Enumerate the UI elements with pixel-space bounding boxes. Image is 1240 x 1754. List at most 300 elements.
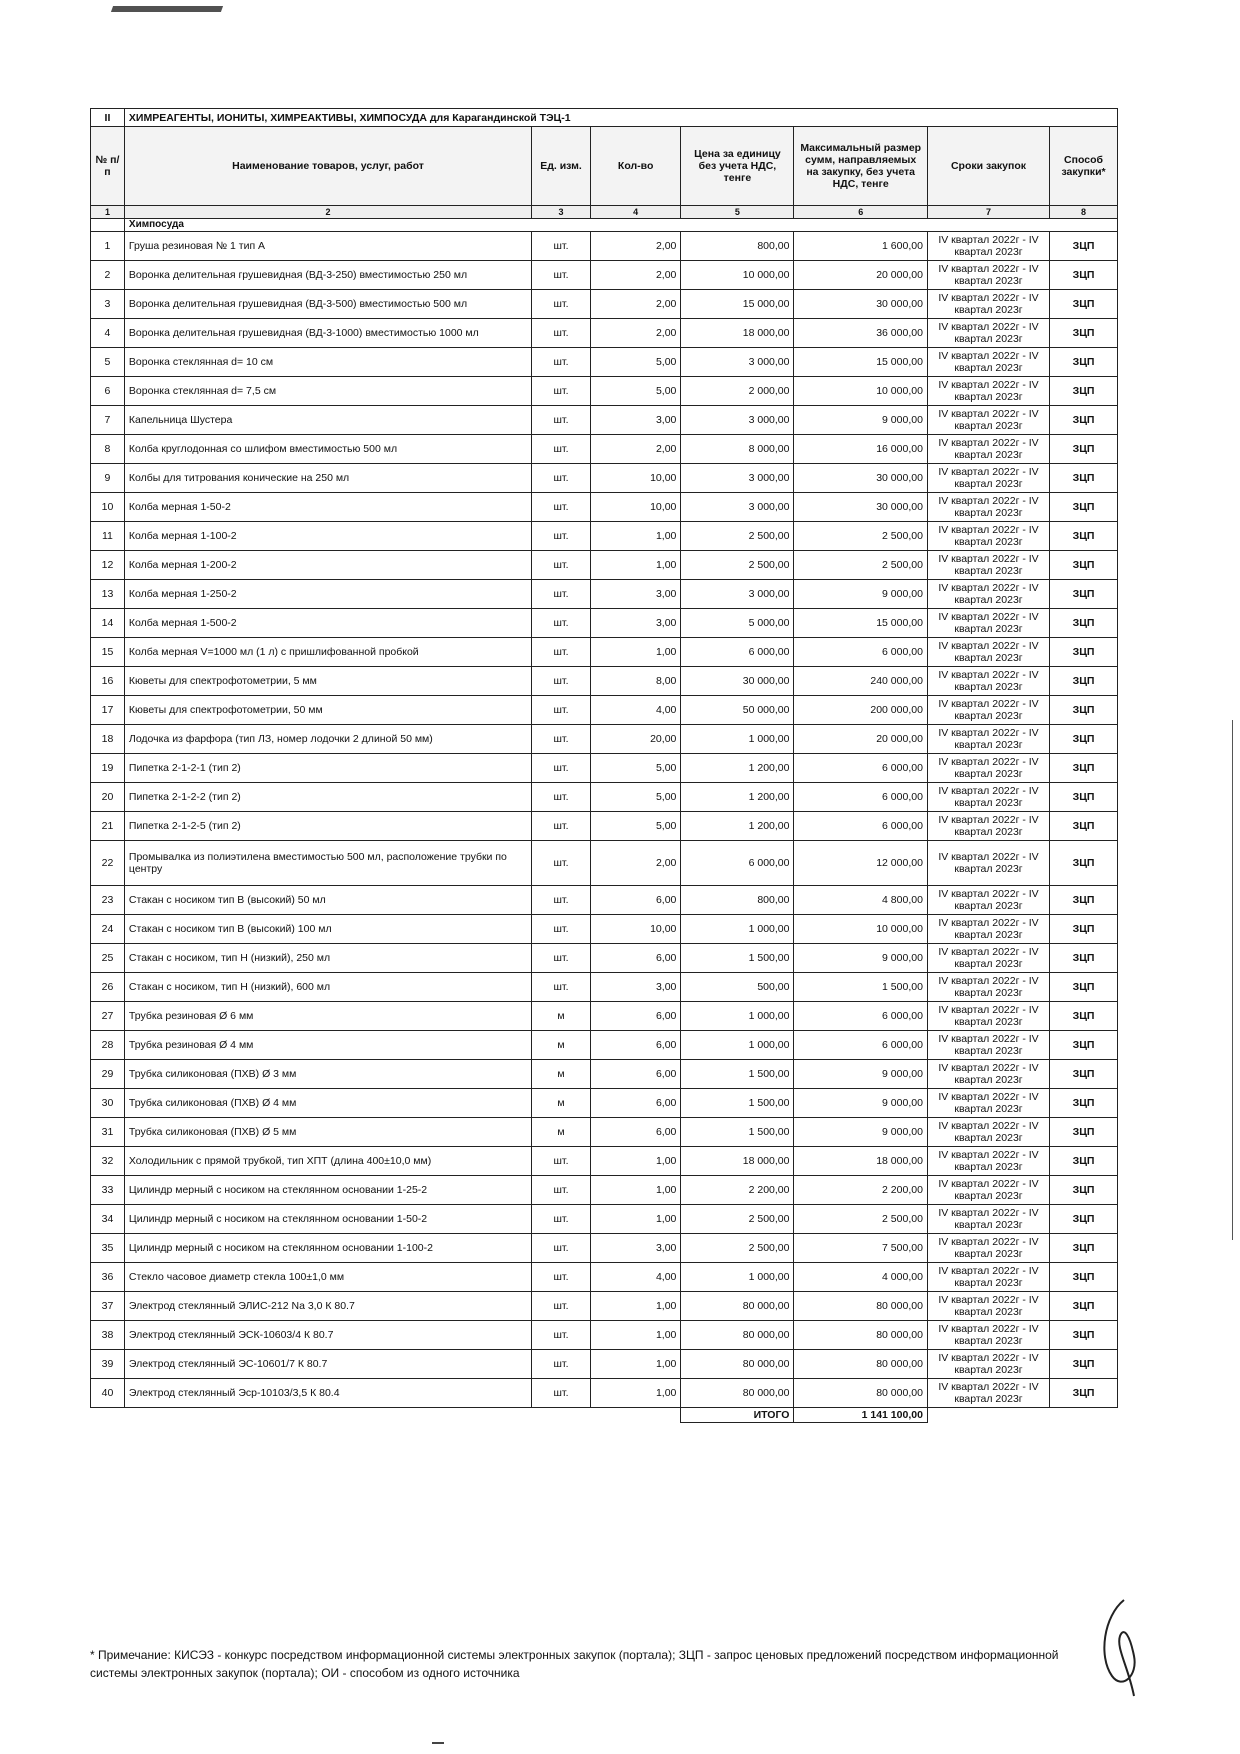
item-method: ЗЦП: [1050, 754, 1118, 783]
item-unit: шт.: [532, 580, 591, 609]
table-row: [91, 1060, 1118, 1089]
section-number: II: [91, 109, 125, 127]
row-number: 22: [91, 841, 125, 886]
item-name: Пипетка 2-1-2-2 (тип 2): [124, 783, 531, 812]
item-sum: 9 000,00: [794, 1089, 927, 1118]
item-name: Воронка делительная грушевидная (ВД-3-1000) вместимостью 1000 мл: [124, 319, 531, 348]
item-term: IV квартал 2022г - IV квартал 2023г: [927, 464, 1049, 493]
table-row: [91, 725, 1118, 754]
item-term: IV квартал 2022г - IV квартал 2023г: [927, 696, 1049, 725]
item-price: 2 500,00: [681, 1205, 794, 1234]
item-qty: 1,00: [590, 1292, 680, 1321]
item-price: 3 000,00: [681, 464, 794, 493]
item-unit: шт.: [532, 1176, 591, 1205]
item-qty: 3,00: [590, 973, 680, 1002]
col-number: 4: [590, 206, 680, 219]
item-qty: 5,00: [590, 377, 680, 406]
item-price: 5 000,00: [681, 609, 794, 638]
table-row: [91, 348, 1118, 377]
item-name: Цилиндр мерный с носиком на стеклянном основании 1-50-2: [124, 1205, 531, 1234]
item-qty: 20,00: [590, 725, 680, 754]
table-row: [91, 638, 1118, 667]
table-row: [91, 493, 1118, 522]
item-name: Цилиндр мерный с носиком на стеклянном основании 1-25-2: [124, 1176, 531, 1205]
item-sum: 1 500,00: [794, 973, 927, 1002]
item-sum: 10 000,00: [794, 915, 927, 944]
item-qty: 2,00: [590, 841, 680, 886]
item-unit: м: [532, 1089, 591, 1118]
item-qty: 1,00: [590, 522, 680, 551]
row-number: 17: [91, 696, 125, 725]
item-qty: 5,00: [590, 812, 680, 841]
item-price: 6 000,00: [681, 638, 794, 667]
total-label: ИТОГО: [681, 1408, 794, 1423]
item-term: IV квартал 2022г - IV квартал 2023г: [927, 1263, 1049, 1292]
item-name: Кюветы для спектрофотометрии, 5 мм: [124, 667, 531, 696]
item-method: ЗЦП: [1050, 915, 1118, 944]
item-method: ЗЦП: [1050, 348, 1118, 377]
row-number: 37: [91, 1292, 125, 1321]
item-unit: м: [532, 1002, 591, 1031]
table-row: [91, 915, 1118, 944]
row-number: 20: [91, 783, 125, 812]
item-unit: шт.: [532, 973, 591, 1002]
table-row: [91, 464, 1118, 493]
col-number: 5: [681, 206, 794, 219]
item-qty: 1,00: [590, 1205, 680, 1234]
row-number: 28: [91, 1031, 125, 1060]
row-number: 25: [91, 944, 125, 973]
item-unit: шт.: [532, 812, 591, 841]
item-unit: шт.: [532, 464, 591, 493]
col-header-term: Сроки закупок: [927, 127, 1049, 206]
item-unit: шт.: [532, 493, 591, 522]
item-qty: 3,00: [590, 609, 680, 638]
item-method: ЗЦП: [1050, 1147, 1118, 1176]
item-method: ЗЦП: [1050, 464, 1118, 493]
table-row: [91, 944, 1118, 973]
item-method: ЗЦП: [1050, 1002, 1118, 1031]
item-term: IV квартал 2022г - IV квартал 2023г: [927, 886, 1049, 915]
item-name: Колба мерная 1-200-2: [124, 551, 531, 580]
item-unit: шт.: [532, 1205, 591, 1234]
item-unit: шт.: [532, 841, 591, 886]
table-row: [91, 609, 1118, 638]
row-number: 29: [91, 1060, 125, 1089]
item-sum: 7 500,00: [794, 1234, 927, 1263]
item-price: 80 000,00: [681, 1321, 794, 1350]
item-method: ЗЦП: [1050, 377, 1118, 406]
item-method: ЗЦП: [1050, 1234, 1118, 1263]
item-sum: 6 000,00: [794, 812, 927, 841]
item-term: IV квартал 2022г - IV квартал 2023г: [927, 1379, 1049, 1408]
item-term: IV квартал 2022г - IV квартал 2023г: [927, 232, 1049, 261]
item-name: Промывалка из полиэтилена вместимостью 500 мл, расположение трубки по центру: [124, 841, 531, 886]
item-name: Стакан с носиком, тип Н (низкий), 600 мл: [124, 973, 531, 1002]
item-method: ЗЦП: [1050, 1060, 1118, 1089]
item-price: 2 000,00: [681, 377, 794, 406]
col-header-way: Способ закупки*: [1050, 127, 1118, 206]
item-sum: 12 000,00: [794, 841, 927, 886]
row-number: 23: [91, 886, 125, 915]
item-method: ЗЦП: [1050, 1089, 1118, 1118]
item-name: Колба мерная 1-500-2: [124, 609, 531, 638]
item-price: 15 000,00: [681, 290, 794, 319]
table-row: [91, 406, 1118, 435]
item-sum: 30 000,00: [794, 493, 927, 522]
row-number: 32: [91, 1147, 125, 1176]
table-row: [91, 1379, 1118, 1408]
handwritten-signature-icon: [1094, 1596, 1150, 1706]
item-price: 1 000,00: [681, 915, 794, 944]
item-qty: 3,00: [590, 406, 680, 435]
item-unit: шт.: [532, 1263, 591, 1292]
item-unit: шт.: [532, 725, 591, 754]
col-header-name: Наименование товаров, услуг, работ: [124, 127, 531, 206]
row-number: 31: [91, 1118, 125, 1147]
item-unit: шт.: [532, 754, 591, 783]
row-number: 39: [91, 1350, 125, 1379]
column-header-row: [91, 127, 1118, 206]
item-term: IV квартал 2022г - IV квартал 2023г: [927, 522, 1049, 551]
item-qty: 6,00: [590, 1089, 680, 1118]
item-sum: 2 500,00: [794, 551, 927, 580]
row-number: 3: [91, 290, 125, 319]
table-row: [91, 1118, 1118, 1147]
item-price: 800,00: [681, 886, 794, 915]
item-price: 1 000,00: [681, 725, 794, 754]
item-price: 1 200,00: [681, 754, 794, 783]
item-term: IV квартал 2022г - IV квартал 2023г: [927, 725, 1049, 754]
item-qty: 6,00: [590, 1002, 680, 1031]
item-sum: 9 000,00: [794, 580, 927, 609]
item-name: Электрод стеклянный Эср-10103/3,5 К 80.4: [124, 1379, 531, 1408]
item-sum: 36 000,00: [794, 319, 927, 348]
item-sum: 80 000,00: [794, 1321, 927, 1350]
item-method: ЗЦП: [1050, 232, 1118, 261]
item-name: Стакан с носиком тип В (высокий) 50 мл: [124, 886, 531, 915]
item-sum: 6 000,00: [794, 1002, 927, 1031]
row-number: 33: [91, 1176, 125, 1205]
item-method: ЗЦП: [1050, 1263, 1118, 1292]
item-name: Пипетка 2-1-2-5 (тип 2): [124, 812, 531, 841]
item-unit: шт.: [532, 290, 591, 319]
item-unit: шт.: [532, 1292, 591, 1321]
item-sum: 240 000,00: [794, 667, 927, 696]
col-number: 8: [1050, 206, 1118, 219]
item-name: Груша резиновая № 1 тип А: [124, 232, 531, 261]
item-price: 800,00: [681, 232, 794, 261]
item-price: 8 000,00: [681, 435, 794, 464]
item-qty: 5,00: [590, 783, 680, 812]
row-number: 27: [91, 1002, 125, 1031]
item-price: 2 500,00: [681, 551, 794, 580]
item-unit: шт.: [532, 435, 591, 464]
item-term: IV квартал 2022г - IV квартал 2023г: [927, 1060, 1049, 1089]
item-method: ЗЦП: [1050, 667, 1118, 696]
item-term: IV квартал 2022г - IV квартал 2023г: [927, 783, 1049, 812]
total-value: 1 141 100,00: [794, 1408, 927, 1423]
col-number: 3: [532, 206, 591, 219]
row-number: 1: [91, 232, 125, 261]
item-price: 2 500,00: [681, 1234, 794, 1263]
item-sum: 6 000,00: [794, 1031, 927, 1060]
item-qty: 4,00: [590, 696, 680, 725]
item-term: IV квартал 2022г - IV квартал 2023г: [927, 1002, 1049, 1031]
item-qty: 5,00: [590, 348, 680, 377]
item-unit: шт.: [532, 609, 591, 638]
item-sum: 15 000,00: [794, 609, 927, 638]
item-unit: шт.: [532, 1379, 591, 1408]
item-qty: 2,00: [590, 319, 680, 348]
table-row: [91, 1205, 1118, 1234]
item-qty: 3,00: [590, 580, 680, 609]
item-price: 80 000,00: [681, 1350, 794, 1379]
row-number: 14: [91, 609, 125, 638]
table-row: [91, 1089, 1118, 1118]
item-sum: 15 000,00: [794, 348, 927, 377]
item-price: 3 000,00: [681, 493, 794, 522]
item-sum: 4 800,00: [794, 886, 927, 915]
item-term: IV квартал 2022г - IV квартал 2023г: [927, 261, 1049, 290]
item-method: ЗЦП: [1050, 696, 1118, 725]
item-unit: шт.: [532, 915, 591, 944]
item-sum: 6 000,00: [794, 754, 927, 783]
row-number: 24: [91, 915, 125, 944]
item-name: Колба мерная V=1000 мл (1 л) с пришлифованной пробкой: [124, 638, 531, 667]
item-qty: 6,00: [590, 886, 680, 915]
item-qty: 1,00: [590, 1379, 680, 1408]
item-qty: 5,00: [590, 754, 680, 783]
row-number: 36: [91, 1263, 125, 1292]
item-method: ЗЦП: [1050, 493, 1118, 522]
col-number: 6: [794, 206, 927, 219]
item-method: ЗЦП: [1050, 1031, 1118, 1060]
col-header-price: Цена за единицу без учета НДС, тенге: [681, 127, 794, 206]
page-mark: [432, 1742, 444, 1744]
item-term: IV квартал 2022г - IV квартал 2023г: [927, 1350, 1049, 1379]
table-row: [91, 1234, 1118, 1263]
item-term: IV квартал 2022г - IV квартал 2023г: [927, 973, 1049, 1002]
item-method: ЗЦП: [1050, 1292, 1118, 1321]
item-unit: шт.: [532, 944, 591, 973]
item-sum: 2 200,00: [794, 1176, 927, 1205]
item-name: Электрод стеклянный ЭС-10601/7 К 80.7: [124, 1350, 531, 1379]
table-row: [91, 812, 1118, 841]
item-term: IV квартал 2022г - IV квартал 2023г: [927, 406, 1049, 435]
item-qty: 4,00: [590, 1263, 680, 1292]
table-row: [91, 1292, 1118, 1321]
col-number: 2: [124, 206, 531, 219]
item-name: Холодильник с прямой трубкой, тип ХПТ (длина 400±10,0 мм): [124, 1147, 531, 1176]
item-term: IV квартал 2022г - IV квартал 2023г: [927, 1292, 1049, 1321]
item-price: 1 200,00: [681, 783, 794, 812]
item-name: Стакан с носиком, тип Н (низкий), 250 мл: [124, 944, 531, 973]
item-price: 1 000,00: [681, 1031, 794, 1060]
item-unit: шт.: [532, 406, 591, 435]
item-unit: шт.: [532, 696, 591, 725]
item-term: IV квартал 2022г - IV квартал 2023г: [927, 1147, 1049, 1176]
item-unit: шт.: [532, 638, 591, 667]
item-method: ЗЦП: [1050, 1379, 1118, 1408]
item-sum: 80 000,00: [794, 1379, 927, 1408]
item-name: Колба круглодонная со шлифом вместимостью 500 мл: [124, 435, 531, 464]
item-price: 500,00: [681, 973, 794, 1002]
item-sum: 9 000,00: [794, 1118, 927, 1147]
row-number: 12: [91, 551, 125, 580]
item-sum: 2 500,00: [794, 522, 927, 551]
row-number: 15: [91, 638, 125, 667]
item-name: Воронка делительная грушевидная (ВД-3-500) вместимостью 500 мл: [124, 290, 531, 319]
row-number: 9: [91, 464, 125, 493]
item-qty: 6,00: [590, 944, 680, 973]
item-sum: 9 000,00: [794, 1060, 927, 1089]
procurement-table: [90, 108, 1118, 1423]
item-qty: 1,00: [590, 1147, 680, 1176]
table-row: [91, 261, 1118, 290]
item-price: 1 000,00: [681, 1263, 794, 1292]
item-method: ЗЦП: [1050, 522, 1118, 551]
item-qty: 8,00: [590, 667, 680, 696]
row-number: 16: [91, 667, 125, 696]
scan-artifact: [111, 6, 223, 12]
total-row: [91, 1408, 1118, 1423]
item-term: IV квартал 2022г - IV квартал 2023г: [927, 944, 1049, 973]
item-unit: м: [532, 1060, 591, 1089]
table-row: [91, 841, 1118, 886]
table-row: [91, 1031, 1118, 1060]
item-method: ЗЦП: [1050, 406, 1118, 435]
section-title: ХИМРЕАГЕНТЫ, ИОНИТЫ, ХИМРЕАКТИВЫ, ХИМПОСУДА для Карагандинской ТЭЦ-1: [124, 109, 1117, 127]
item-qty: 3,00: [590, 1234, 680, 1263]
item-qty: 1,00: [590, 551, 680, 580]
item-unit: шт.: [532, 522, 591, 551]
row-number: 21: [91, 812, 125, 841]
item-price: 2 500,00: [681, 522, 794, 551]
item-method: ЗЦП: [1050, 1321, 1118, 1350]
col-header-sum: Максимальный размер сумм, направляемых на закупку, без учета НДС, тенге: [794, 127, 927, 206]
table-row: [91, 290, 1118, 319]
item-sum: 4 000,00: [794, 1263, 927, 1292]
item-method: ЗЦП: [1050, 1118, 1118, 1147]
item-price: 1 200,00: [681, 812, 794, 841]
item-method: ЗЦП: [1050, 261, 1118, 290]
item-sum: 9 000,00: [794, 944, 927, 973]
row-number: 40: [91, 1379, 125, 1408]
item-price: 3 000,00: [681, 580, 794, 609]
item-unit: шт.: [532, 1350, 591, 1379]
item-unit: шт.: [532, 783, 591, 812]
table-row: [91, 319, 1118, 348]
item-qty: 1,00: [590, 638, 680, 667]
item-name: Трубка силиконовая (ПХВ) Ø 5 мм: [124, 1118, 531, 1147]
item-unit: шт.: [532, 1147, 591, 1176]
item-qty: 6,00: [590, 1060, 680, 1089]
item-name: Трубка резиновая Ø 6 мм: [124, 1002, 531, 1031]
item-method: ЗЦП: [1050, 435, 1118, 464]
row-number: 4: [91, 319, 125, 348]
item-term: IV квартал 2022г - IV квартал 2023г: [927, 290, 1049, 319]
item-term: IV квартал 2022г - IV квартал 2023г: [927, 1031, 1049, 1060]
item-sum: 16 000,00: [794, 435, 927, 464]
item-sum: 200 000,00: [794, 696, 927, 725]
item-qty: 2,00: [590, 261, 680, 290]
category-label: Химпосуда: [124, 219, 1117, 232]
item-unit: шт.: [532, 232, 591, 261]
item-term: IV квартал 2022г - IV квартал 2023г: [927, 435, 1049, 464]
table-row: [91, 1002, 1118, 1031]
item-unit: шт.: [532, 377, 591, 406]
item-unit: м: [532, 1118, 591, 1147]
item-name: Трубка силиконовая (ПХВ) Ø 3 мм: [124, 1060, 531, 1089]
table-row: [91, 696, 1118, 725]
item-unit: шт.: [532, 886, 591, 915]
item-price: 80 000,00: [681, 1379, 794, 1408]
item-price: 1 500,00: [681, 1089, 794, 1118]
item-price: 3 000,00: [681, 348, 794, 377]
item-price: 1 500,00: [681, 1118, 794, 1147]
item-name: Колба мерная 1-50-2: [124, 493, 531, 522]
item-price: 1 500,00: [681, 1060, 794, 1089]
item-term: IV квартал 2022г - IV квартал 2023г: [927, 812, 1049, 841]
item-name: Трубка силиконовая (ПХВ) Ø 4 мм: [124, 1089, 531, 1118]
item-sum: 30 000,00: [794, 290, 927, 319]
item-sum: 6 000,00: [794, 638, 927, 667]
col-header-no: № п/п: [91, 127, 125, 206]
table-row: [91, 1350, 1118, 1379]
item-sum: 80 000,00: [794, 1350, 927, 1379]
item-name: Электрод стеклянный ЭСК-10603/4 К 80.7: [124, 1321, 531, 1350]
item-term: IV квартал 2022г - IV квартал 2023г: [927, 841, 1049, 886]
table-row: [91, 783, 1118, 812]
item-method: ЗЦП: [1050, 1176, 1118, 1205]
item-method: ЗЦП: [1050, 638, 1118, 667]
item-unit: шт.: [532, 1234, 591, 1263]
item-unit: шт.: [532, 348, 591, 377]
item-sum: 10 000,00: [794, 377, 927, 406]
item-qty: 10,00: [590, 464, 680, 493]
item-price: 18 000,00: [681, 319, 794, 348]
item-qty: 2,00: [590, 435, 680, 464]
row-number: 30: [91, 1089, 125, 1118]
table-row: [91, 232, 1118, 261]
item-term: IV квартал 2022г - IV квартал 2023г: [927, 1234, 1049, 1263]
item-sum: 6 000,00: [794, 783, 927, 812]
row-number: 8: [91, 435, 125, 464]
column-number-row: [91, 206, 1118, 219]
item-qty: 2,00: [590, 232, 680, 261]
item-term: IV квартал 2022г - IV квартал 2023г: [927, 754, 1049, 783]
table-row: [91, 973, 1118, 1002]
item-price: 80 000,00: [681, 1292, 794, 1321]
item-term: IV квартал 2022г - IV квартал 2023г: [927, 493, 1049, 522]
table-row: [91, 580, 1118, 609]
item-term: IV квартал 2022г - IV квартал 2023г: [927, 377, 1049, 406]
col-number: 7: [927, 206, 1049, 219]
section-header-row: [91, 109, 1118, 127]
item-method: ЗЦП: [1050, 783, 1118, 812]
item-name: Электрод стеклянный ЭЛИС-212 Na 3,0 К 80.7: [124, 1292, 531, 1321]
item-unit: шт.: [532, 667, 591, 696]
item-name: Колба мерная 1-250-2: [124, 580, 531, 609]
col-header-qty: Кол-во: [590, 127, 680, 206]
item-price: 2 200,00: [681, 1176, 794, 1205]
item-qty: 1,00: [590, 1321, 680, 1350]
item-name: Пипетка 2-1-2-1 (тип 2): [124, 754, 531, 783]
table-row: [91, 1176, 1118, 1205]
item-qty: 6,00: [590, 1118, 680, 1147]
row-number: 10: [91, 493, 125, 522]
